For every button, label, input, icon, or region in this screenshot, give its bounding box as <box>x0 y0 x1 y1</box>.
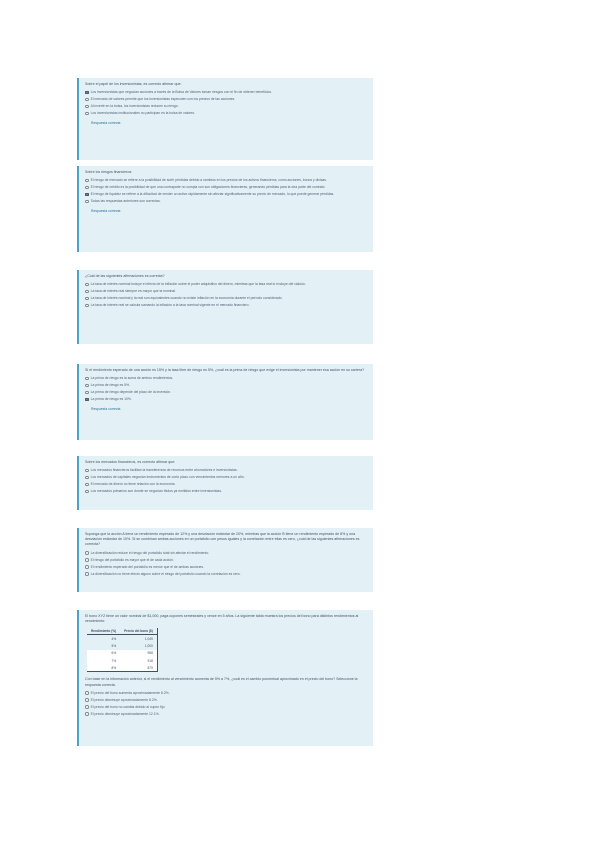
option-1[interactable]: La prima de riesgo es la suma de ambos rendimientos. <box>85 376 367 381</box>
option-2[interactable]: La prima de riesgo es 5%. <box>85 383 367 388</box>
bond-price-table <box>87 628 158 672</box>
radio-icon[interactable] <box>85 297 89 301</box>
table-header: Precio del bono ($) <box>120 628 157 635</box>
radio-icon[interactable] <box>85 283 89 287</box>
radio-icon[interactable] <box>85 712 89 716</box>
question-text: ¿Cuál de las siguientes afirmaciones es correcta? <box>85 274 165 278</box>
option-3[interactable]: El riesgo de liquidez se refiere a la dificultad de vender un activo rápidamente sin afectar significativamente su precio de mercado, lo que puede generar pérdidas. <box>85 192 367 197</box>
radio-icon[interactable] <box>85 98 89 102</box>
question-text: Sobre los riesgos financieros: <box>85 170 133 174</box>
radio-icon[interactable] <box>85 469 89 473</box>
option-1[interactable]: El precio del bono aumenta aproximadamente 8.2%. <box>85 691 367 696</box>
option-1[interactable]: Los mercados financieros facilitan la transferencia de recursos entre ahorradores e inversionistas. <box>85 468 367 473</box>
option-3[interactable]: El rendimiento esperado del portafolio es menor que el de ambas acciones. <box>85 565 367 570</box>
radio-icon[interactable] <box>85 572 89 576</box>
question-text: Sobre el papel de los inversionistas, es correcto afirmar que: <box>85 82 182 86</box>
question-text: El bono XYZ tiene un valor nominal de $1,000, paga cupones semestrales y vence en 5 años. La siguiente tabla muestra los precios del bono para distintos rendimientos al vencimiento: <box>85 614 359 624</box>
table-row: 6% 958 <box>87 650 157 657</box>
question-note: Con base en la información anterior, si el rendimiento al vencimiento aumenta de 5% a 7%, ¿cuál es el cambio porcentual aproximado en el precio del bono? Seleccione la respuesta correcta. <box>85 677 358 687</box>
radio-icon[interactable] <box>85 200 89 204</box>
option-4[interactable]: La diversificación no tiene efecto alguno sobre el riesgo del portafolio cuando la correlación es cero. <box>85 572 367 577</box>
option-4[interactable]: Todas las respuestas anteriores son correctas. <box>85 199 367 204</box>
table-row: 7% 918 <box>87 657 157 664</box>
radio-icon[interactable] <box>85 384 89 388</box>
table-row: 8% 879 <box>87 664 157 672</box>
radio-icon[interactable] <box>85 490 89 494</box>
radio-icon[interactable] <box>85 112 89 116</box>
question-card-5 <box>77 456 373 510</box>
option-2[interactable]: El riesgo de crédito es la posibilidad de que una contraparte no cumpla con sus obligaciones financieras, generando pérdidas para la otra parte del contrato. <box>85 185 367 190</box>
question-card-3 <box>77 270 373 344</box>
radio-checked-icon[interactable] <box>85 398 89 402</box>
question-text: Suponga que la acción A tiene un rendimiento esperado de 12% y una desviación estándar de 20%, mientras que la acción B tiene un rendimiento esperado de 8% y una desviación estándar de 10%. Si se combinan ambas acciones en un portafolio con pesos iguales y la correlación entre ellas es cero, ¿cuál de las siguientes afirmaciones es correcta? <box>85 532 360 547</box>
radio-icon[interactable] <box>85 551 89 555</box>
radio-icon[interactable] <box>85 698 89 702</box>
radio-icon[interactable] <box>85 391 89 395</box>
radio-icon[interactable] <box>85 186 89 190</box>
radio-icon[interactable] <box>85 105 89 109</box>
radio-icon[interactable] <box>85 290 89 294</box>
radio-icon[interactable] <box>85 565 89 569</box>
option-4[interactable]: Los mercados primarios son donde se negocian títulos ya emitidos entre inversionistas. <box>85 489 367 494</box>
answer-feedback: Respuesta correcta <box>91 406 121 411</box>
option-1[interactable]: La diversificación reduce el riesgo del portafolio total sin afectar el rendimiento. <box>85 551 367 556</box>
question-card-4 <box>77 364 373 440</box>
option-3[interactable]: El mercado de dinero no tiene relación con la economía. <box>85 482 367 487</box>
radio-icon[interactable] <box>85 179 89 183</box>
radio-icon[interactable] <box>85 558 89 562</box>
table-header: Rendimiento (%) <box>87 628 120 635</box>
option-4[interactable]: Los inversionistas institucionales no participan en la bolsa de valores. <box>85 111 367 116</box>
option-4[interactable]: El precio disminuye aproximadamente 12.1%. <box>85 712 367 717</box>
option-3[interactable]: La tasa de interés nominal y la real son equivalentes cuando no existe inflación en la economía durante el período considerado. <box>85 296 367 301</box>
radio-icon[interactable] <box>85 483 89 487</box>
radio-icon[interactable] <box>85 304 89 308</box>
question-card-2 <box>77 166 373 252</box>
option-2[interactable]: El riesgo del portafolio es mayor que el de cada acción. <box>85 558 367 563</box>
table-row: 4% 1,045 <box>111 637 153 641</box>
option-3[interactable]: La prima de riesgo depende del plazo de la inversión. <box>85 390 367 395</box>
answer-feedback: Respuesta correcta <box>91 120 121 125</box>
question-card-6 <box>77 528 373 592</box>
question-text: Sobre los mercados financieros, es correcto afirmar que: <box>85 460 176 464</box>
radio-icon[interactable] <box>85 476 89 480</box>
option-4[interactable]: La prima de riesgo es 10%. <box>85 397 367 402</box>
option-1[interactable]: La tasa de interés nominal incluye el efecto de la inflación sobre el poder adquisitivo del dinero, mientras que la tasa real lo excluye del cálculo. <box>85 282 367 287</box>
radio-icon[interactable] <box>85 377 89 381</box>
question-card-7 <box>77 610 373 746</box>
table-row: 5% 1,000 <box>111 644 153 649</box>
option-1[interactable]: El riesgo de mercado se refiere a la posibilidad de sufrir pérdidas debido a cambios en los precios de los activos financieros, como acciones, bonos y divisas. <box>85 178 367 183</box>
option-2[interactable]: La tasa de interés real siempre es mayor que la nominal. <box>85 289 367 294</box>
radio-checked-icon[interactable] <box>85 193 89 197</box>
question-card-1 <box>77 78 373 160</box>
radio-icon[interactable] <box>85 705 89 709</box>
option-1[interactable]: Los inversionistas que negocian acciones a través de la Bolsa de Valores toman riesgos con el fin de obtener beneficios. <box>85 90 367 95</box>
question-text: Si el rendimiento esperado de una acción es 15% y la tasa libre de riesgo es 5%, ¿cuál es la prima de riesgo que exige el inversionista por mantener esa acción en su cartera? <box>85 368 365 372</box>
option-3[interactable]: Al invertir en la bolsa, los inversionistas reducen su riesgo. <box>85 104 367 109</box>
option-2[interactable]: El mercado de valores permite que los inversionistas especulen con los precios de las acciones. <box>85 97 367 102</box>
radio-checked-icon[interactable] <box>85 91 89 95</box>
option-2[interactable]: Los mercados de capitales negocian instrumentos de corto plazo con vencimientos menores a un año. <box>85 475 367 480</box>
option-4[interactable]: La tasa de interés real se calcula sumando la inflación a la tasa nominal vigente en el mercado financiero. <box>85 303 367 308</box>
option-3[interactable]: El precio del bono no cambia debido al cupón fijo. <box>85 705 367 710</box>
option-2[interactable]: El precio disminuye aproximadamente 8.2%. <box>85 698 367 703</box>
radio-icon[interactable] <box>85 691 89 695</box>
answer-feedback: Respuesta correcta <box>91 208 121 213</box>
